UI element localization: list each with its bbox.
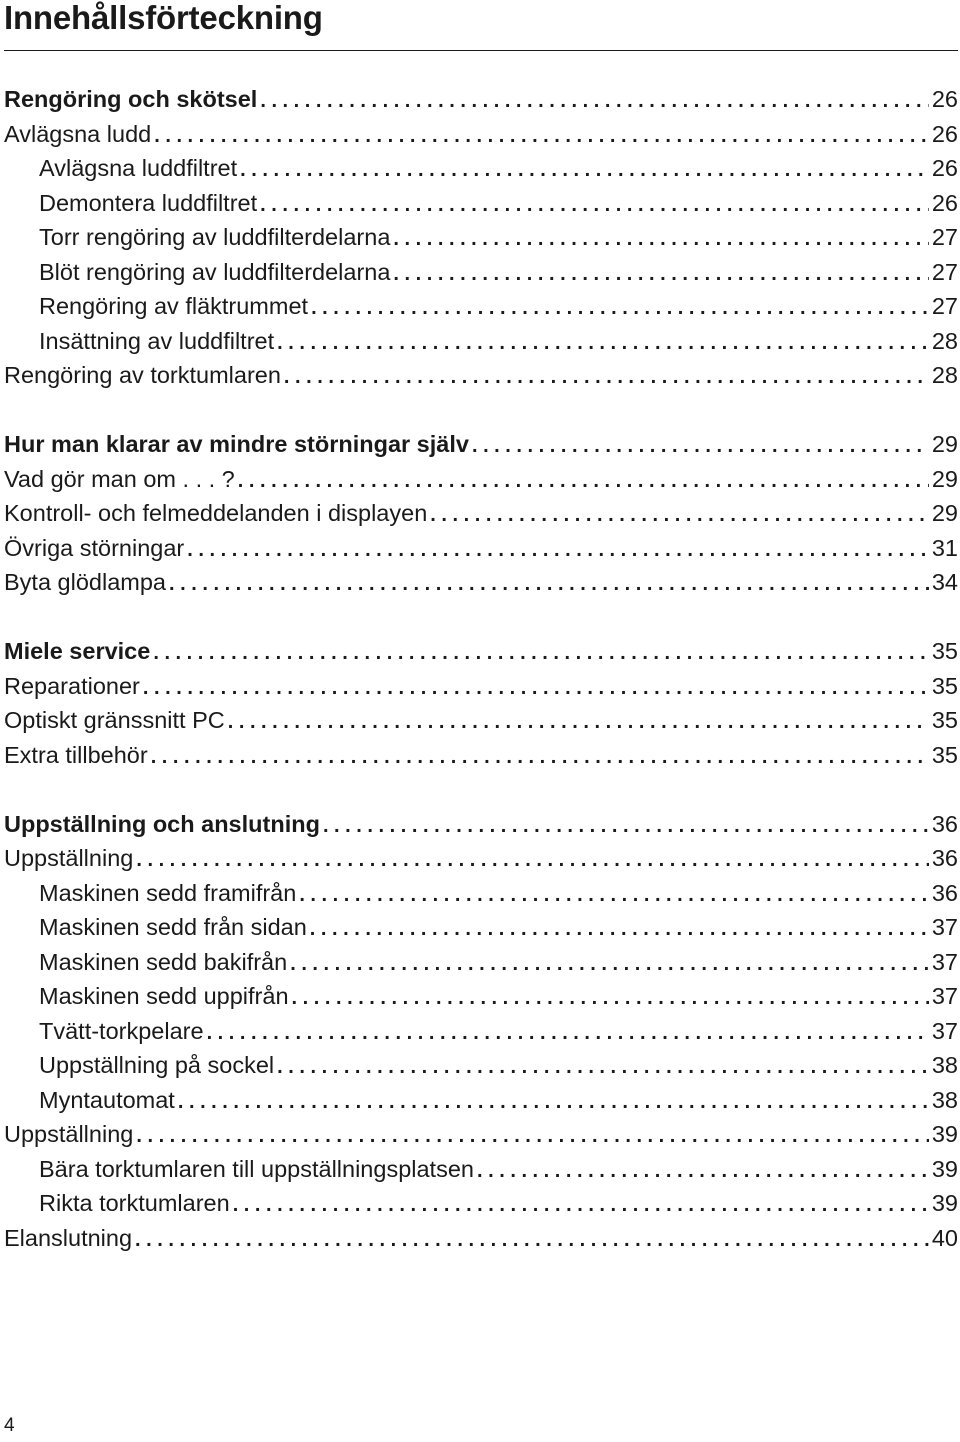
toc-entry-label: Elanslutning [4, 1224, 133, 1251]
dot-leader [393, 222, 928, 255]
dot-leader [290, 947, 929, 980]
toc-entry-label: Optiskt gränssnitt PC [4, 707, 225, 733]
dot-leader [323, 809, 929, 842]
toc-entry-page: 29 [931, 431, 958, 457]
toc-section [4, 634, 958, 772]
toc-entry-label: Reparationer [4, 672, 140, 699]
dot-leader [136, 843, 929, 876]
toc-entry[interactable] [4, 186, 958, 221]
table-of-contents [4, 82, 958, 1290]
toc-entry[interactable] [4, 324, 958, 359]
toc-entry-page: 28 [931, 362, 958, 388]
toc-entry[interactable] [4, 1117, 958, 1152]
dot-leader [154, 119, 929, 152]
toc-entry-label: Uppställning på sockel [39, 1052, 275, 1078]
toc-section [4, 427, 958, 600]
toc-section-heading[interactable] [4, 807, 958, 842]
toc-entry-label: Avlägsna ludd [4, 120, 152, 147]
toc-entry[interactable] [4, 738, 958, 773]
toc-entry[interactable] [4, 703, 958, 738]
toc-entry-page: 36 [931, 879, 958, 906]
toc-entry-page: 37 [931, 1017, 958, 1044]
dot-leader [169, 567, 929, 600]
toc-entry[interactable] [4, 1083, 958, 1118]
toc-entry-label: Insättning av luddfiltret [39, 327, 275, 354]
dot-leader [240, 153, 929, 186]
dot-leader [207, 1016, 929, 1049]
toc-entry-page: 26 [931, 120, 958, 147]
toc-entry-page: 35 [931, 672, 958, 699]
toc-entry[interactable] [4, 255, 958, 290]
toc-entry-page: 39 [931, 1190, 958, 1216]
toc-entry-label: Hur man klarar av mindre störningar själv [4, 431, 469, 457]
toc-entry[interactable] [4, 151, 958, 186]
dot-leader [472, 429, 929, 462]
toc-entry-label: Övriga störningar [4, 534, 185, 561]
toc-section [4, 82, 958, 393]
toc-entry-page: 26 [931, 155, 958, 181]
dot-leader [284, 360, 929, 393]
page-number: 4 [4, 1415, 15, 1436]
toc-entry[interactable] [4, 876, 958, 911]
toc-entry[interactable] [4, 1186, 958, 1221]
title-divider [4, 50, 958, 51]
toc-entry[interactable] [4, 220, 958, 255]
toc-entry-label: Rengöring av torktumlaren [4, 362, 281, 388]
toc-entry-page: 35 [931, 707, 958, 733]
toc-entry[interactable] [4, 979, 958, 1014]
toc-entry-label: Uppställning och anslutning [4, 810, 320, 837]
toc-entry-page: 37 [931, 914, 958, 940]
dot-leader [153, 636, 929, 669]
toc-entry-page: 39 [931, 1155, 958, 1182]
dot-leader [311, 291, 929, 324]
toc-entry-page: 35 [931, 741, 958, 768]
toc-entry[interactable] [4, 1152, 958, 1187]
toc-entry-label: Torr rengöring av luddfilterdelarna [39, 224, 391, 250]
toc-section-heading[interactable] [4, 427, 958, 462]
toc-entry-label: Uppställning [4, 1121, 134, 1147]
toc-entry-label: Maskinen sedd bakifrån [39, 948, 288, 975]
dot-leader [393, 257, 928, 290]
dot-leader [178, 1085, 929, 1118]
toc-entry-page: 29 [931, 465, 958, 492]
toc-entry[interactable] [4, 1221, 958, 1256]
toc-entry-page: 28 [931, 327, 958, 354]
toc-entry-label: Vad gör man om . . . ? [4, 465, 235, 492]
toc-entry[interactable] [4, 565, 958, 600]
dot-leader [143, 671, 929, 704]
dot-leader [228, 705, 929, 738]
toc-section [4, 807, 958, 1256]
toc-entry[interactable] [4, 1048, 958, 1083]
dot-leader [310, 912, 929, 945]
toc-entry-label: Maskinen sedd framifrån [39, 879, 297, 906]
dot-leader [260, 84, 929, 117]
dot-leader [477, 1154, 929, 1187]
toc-entry-page: 36 [931, 810, 958, 837]
toc-entry[interactable] [4, 910, 958, 945]
toc-section-heading[interactable] [4, 82, 958, 117]
toc-entry-page: 38 [931, 1052, 958, 1078]
toc-entry[interactable] [4, 945, 958, 980]
toc-entry[interactable] [4, 841, 958, 876]
toc-entry-label: Rikta torktumlaren [39, 1190, 230, 1216]
toc-entry-page: 29 [931, 500, 958, 526]
toc-entry[interactable] [4, 1014, 958, 1049]
toc-section-heading[interactable] [4, 634, 958, 669]
dot-leader [299, 878, 929, 911]
toc-entry-label: Avlägsna luddfiltret [39, 155, 238, 181]
dot-leader [135, 1223, 929, 1256]
toc-entry-page: 26 [931, 189, 958, 216]
toc-entry-label: Miele service [4, 638, 151, 664]
toc-entry-label: Byta glödlampa [4, 569, 166, 595]
toc-entry-page: 36 [931, 845, 958, 871]
toc-entry-label: Extra tillbehör [4, 741, 148, 768]
dot-leader [292, 981, 929, 1014]
dot-leader [260, 188, 929, 221]
toc-entry[interactable] [4, 531, 958, 566]
toc-entry-label: Uppställning [4, 845, 134, 871]
toc-entry-page: 39 [931, 1121, 958, 1147]
dot-leader [136, 1119, 929, 1152]
dot-leader [430, 498, 929, 531]
toc-entry-page: 27 [931, 293, 958, 319]
toc-entry-label: Demontera luddfiltret [39, 189, 258, 216]
toc-entry[interactable] [4, 289, 958, 324]
toc-entry[interactable] [4, 496, 958, 531]
toc-entry-label: Rengöring och skötsel [4, 86, 258, 112]
toc-entry-label: Blöt rengöring av luddfilterdelarna [39, 258, 391, 285]
toc-entry-label: Maskinen sedd uppifrån [39, 983, 289, 1009]
toc-entry-label: Maskinen sedd från sidan [39, 914, 307, 940]
dot-leader [187, 533, 929, 566]
toc-entry-page: 38 [931, 1086, 958, 1113]
toc-entry-page: 27 [931, 258, 958, 285]
toc-entry-page: 35 [931, 638, 958, 664]
toc-entry-page: 26 [931, 86, 958, 112]
toc-entry-label: Rengöring av fläktrummet [39, 293, 309, 319]
toc-entry-label: Tvätt-torkpelare [39, 1017, 204, 1044]
toc-entry-page: 40 [931, 1224, 958, 1251]
toc-entry-page: 31 [931, 534, 958, 561]
toc-entry-label: Kontroll- och felmeddelanden i displayen [4, 500, 428, 526]
dot-leader [238, 464, 929, 497]
toc-entry-page: 34 [931, 569, 958, 595]
toc-entry-page: 27 [931, 224, 958, 250]
toc-entry-page: 37 [931, 948, 958, 975]
toc-entry[interactable] [4, 358, 958, 393]
page-title: Innehållsförteckning [4, 0, 323, 36]
toc-entry-label: Myntautomat [39, 1086, 175, 1113]
toc-entry[interactable] [4, 462, 958, 497]
toc-entry[interactable] [4, 117, 958, 152]
dot-leader [277, 326, 929, 359]
dot-leader [277, 1050, 929, 1083]
dot-leader [233, 1188, 929, 1221]
dot-leader [151, 740, 929, 773]
toc-entry-page: 37 [931, 983, 958, 1009]
toc-entry-label: Bära torktumlaren till uppställningsplatsen [39, 1155, 474, 1182]
toc-entry[interactable] [4, 669, 958, 704]
